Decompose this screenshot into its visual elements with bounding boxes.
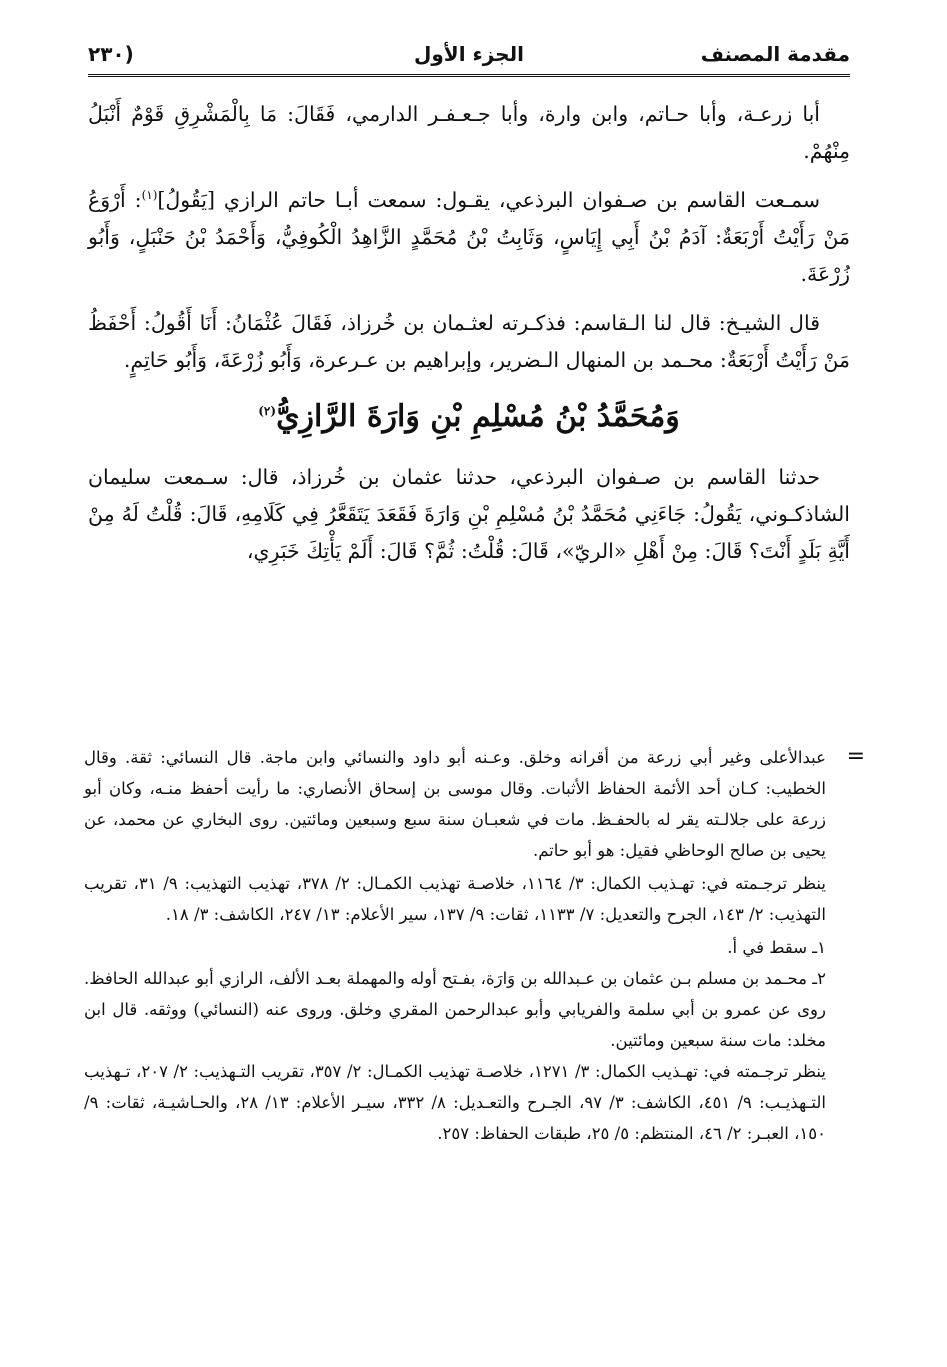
main-text	[88, 96, 850, 582]
paragraph-text: : أَرْوَعُ مَنْ رَأَيْتُ أَرْبَعَةٌ: آدَمُ بْنُ أَبِي إِيَاسٍ، وَثَابِتُ بْنُ مُحَمَّدٍ الزَّاهِدُ الْكُوفِيُّ، وَأَحْمَدُ بْنُ حَنْبَلٍ، وَأَبُو زُرْعَةَ.	[88, 188, 850, 286]
paragraph: قال الشيـخ: قال لنا الـقاسم: فذكـرته لعثـمان بن خُرزاذ، فَقَالَ عُثْمَانُ: أَنَا أَقُولُ: أَحْفَظُ مَنْ رَأَيْتُ أَرْبَعَةٌ: محـمد بن المنهال الـضرير، وإبراهيم بن عـرعرة، وَأَبُو زُرْعَةَ، وَأَبُو حَاتِمٍ.	[88, 311, 850, 372]
continuation-marker: =	[846, 744, 865, 769]
heading-text: وَمُحَمَّدُ بْنُ مُسْلِمِ بْنِ وَارَةَ الرَّازِيُّ	[276, 399, 680, 434]
paragraph: أبا زرعـة، وأبا حـاتم، وابن وارة، وأبا جـعـفـر الدارمي، فَقَالَ: مَا بِالْمَشْرِقِ قَوْمٌ أَنْبَلُ مِنْهُمْ.	[88, 102, 850, 163]
page-number: (٢٣٠	[88, 42, 134, 66]
footnote: ٢ـ محـمد بن مسلم بـن عثمان بن عـبدالله بن وَارَة، بفـتح أوله والمهملة بعـد الألف، الرازي أبو عبدالله الحافظ. روى عن عمرو بن أبي سلمة والفريابي وأبو عبدالرحمن المقري وخلق. وروى عنه (النسائي) ووثقه. قال ابن مخلد: مات سنة سبعين ومائتين.	[84, 969, 826, 1050]
running-header	[88, 38, 850, 77]
footnote-continuation: عبدالأعلى وغير أبي زرعة من أقرانه وخلق. وعـنه أبو داود والنسائي وابن ماجة. قال النسائي: ثقة. وقال الخطيب: كـان أحد الأئمة الحفاظ الأثبات. وقال موسى بن إسحاق الأنصاري: ما رأيت أحفظ منـه، وكان أبو زرعة على جلالـته يقر له بالحفـظ. مات في شعبـان سنة سبع وسبعين ومائتين. روى البخاري عن محمد، عن يحيى بن صالح الوحاظي فقيل: هو أبو حاتم.	[84, 748, 826, 860]
section-title: مقدمة المصنف	[700, 42, 850, 66]
footnotes	[84, 742, 826, 1149]
paragraph: حدثنا القاسم بن صـفوان البرذعي، حدثنا عثمان بن خُرزاذ، قال: سـمعت سليمان الشاذكـوني، يَقُولُ: جَاءَنِي مُحَمَّدُ بْنُ مُسْلِمِ بْنِ وَارَةَ فَقَعَدَ يَتَقَعَّرُ فِي كَلَامِهِ، قَالَ: قُلْتُ لَهُ مِنْ أَيَّةِ بَلَدٍ أَنْتَ؟ قَالَ: مِنْ أَهْلِ «الريّ»، قَالَ: قُلْتُ: ثُمَّ؟ قَالَ: أَلَمْ يَأْتِكَ خَبَرِي،	[88, 465, 850, 563]
footnote-continuation: ينظر ترجـمته في: تهـذيب الكمال: ٣/ ١١٦٤، خلاصـة تهذيب الكمـال: ٢/ ٣٧٨، تهذيب التهذيب: ٩/ ٣١، تقريب التهذيب: ٢/ ١٤٣، الجرح والتعديل: ٧/ ١١٣٣، ثقات: ٩/ ١٣٧، سير الأعلام: ١٣/ ٢٤٧، الكاشف: ٣/ ١٨.	[84, 874, 826, 924]
volume-title: الجزء الأول	[414, 42, 524, 66]
footnote-ref: (١)	[141, 188, 158, 203]
paragraph-text: سمـعت القاسم بن صـفوان البرذعي، يقـول: سمعت أبـا حاتم الرازي [يَقُولُ]	[157, 188, 820, 212]
paragraph	[88, 182, 850, 293]
section-heading	[88, 391, 850, 443]
footnote-ref: (٢)	[258, 404, 277, 418]
footnote: ١ـ سقط في أ.	[727, 938, 826, 957]
footnote: ينظر ترجـمته في: تهـذيب الكمال: ٣/ ١٢٧١، خلاصـة تهذيب الكمـال: ٢/ ٣٥٧، تقريب التـهذيب: ٢/ ٢٠٧، تـهذيب التـهذيـب: ٩/ ٤٥١، الكاشف: ٣/ ٩٧، الجـرح والتعـديل: ٨/ ٣٣٢، سيـر الأعلام: ١٣/ ٢٨، والحـاشيـة، ثقات: ٩/ ١٥٠، العبـر: ٢/ ٤٦، المنتظم: ٥/ ٢٥، طبقات الحفاظ: ٢٥٧.	[84, 1062, 826, 1143]
